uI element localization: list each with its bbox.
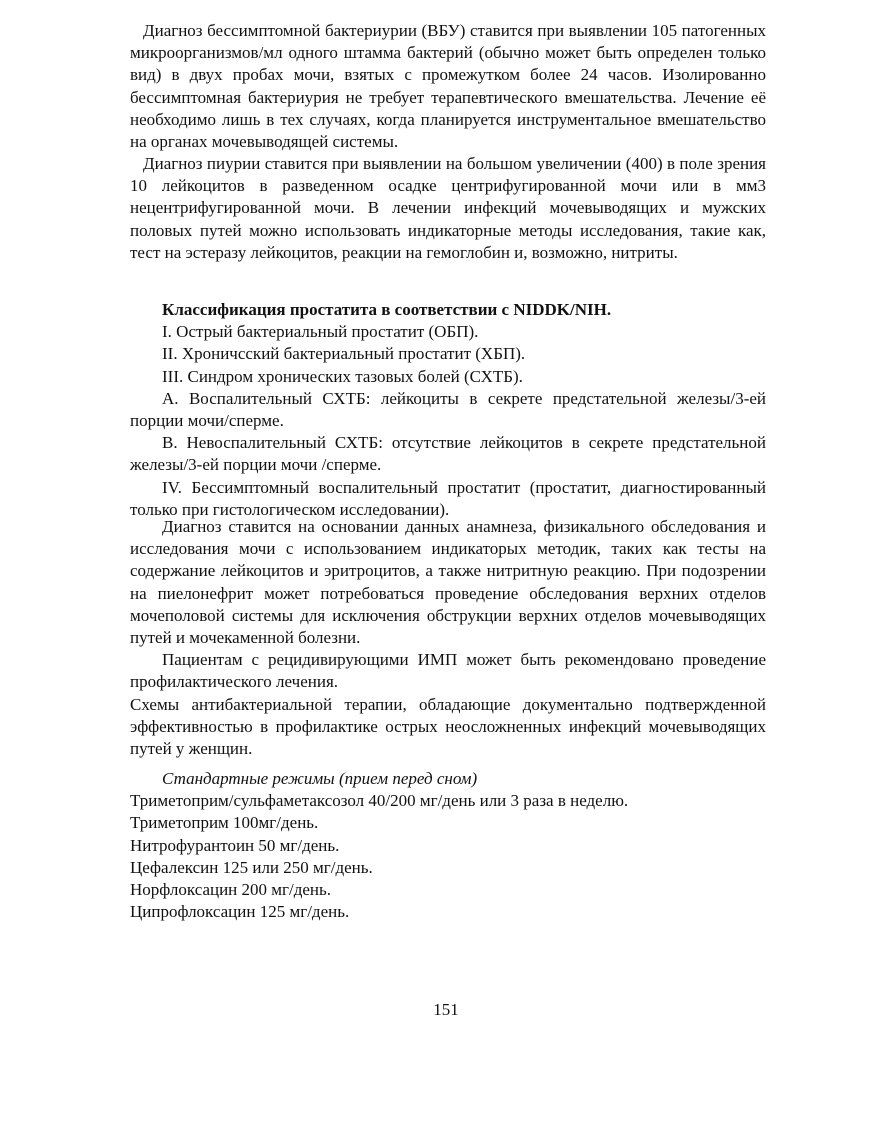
classification-item-3b: В. Невоспалительный СХТБ: отсутствие лейкоцитов в секрете предстательной железы/3-ей порции мочи /сперме. (130, 433, 766, 475)
regimen-item-4: Цефалексин 125 или 250 мг/день. (130, 857, 373, 877)
standard-regimens (130, 768, 766, 923)
regimen-item-5: Норфлоксацин 200 мг/день. (130, 880, 332, 900)
paragraph-text: Диагноз бессимптомной бактериурии (ВБУ) ставится при выявлении 105 патогенных микроорганизмов/мл одного штамма бактерий (обычно может быть определен только вид) в двух пробах мочи, взятых с промежутком более 24 часов. Изолированно бессимптомная бактериурия не требует терапевтического вмешательства. Лечение её необходимо лишь в тех случаях, когда планируется инструментальное вмешательство на органах мочевыводящей системы. (130, 21, 766, 152)
regimens-heading: Стандартные режимы (прием перед сном) (162, 769, 478, 788)
classification-item-4: IV. Бессимптомный воспалительный простатит (простатит, диагностированный только при гистологическом исследовании). (130, 477, 766, 519)
paragraph-prophylaxis: Пациентам с рецидивирующими ИМП может быть рекомендовано проведение профилактического лечения. (130, 650, 766, 692)
page-number: 151 (433, 1000, 459, 1019)
diagnosis-section (130, 516, 766, 760)
paragraph-schemes: Схемы антибактериальной терапии, обладающие документально подтвержденной эффективностью в профилактике острых неосложненных инфекций мочевыводящих путей у женщин. (130, 694, 766, 759)
classification-item-1: I. Острый бактериальный простатит (ОБП). (162, 322, 479, 342)
classification-item-3a: А. Воспалительный СХТБ: лейкоциты в секрете предстательной железы/3-ей порции мочи/сперме. (130, 388, 766, 431)
regimen-item-2: Триметоприм 100мг/день. (130, 813, 319, 833)
classification-item-2: II. Хроничсский бактериальный простатит (ХБП). (162, 344, 526, 364)
regimen-item-3: Нитрофурантоин 50 мг/день. (130, 835, 340, 855)
regimen-item-6: Ципрофлоксацин 125 мг/день. (130, 902, 350, 922)
paragraph-text: Диагноз пиурии ставится при выявлении на большом увеличении (400) в поле зрения 10 лейкоцитов в разведенном осадке центрифугированной мочи или в мм3 нецентрифугированной мочи. В лечении инфекций мочевыводящих и мужских половых путей можно использовать индикаторные методы исследования, такие как, тест на эстеразу лейкоцитов, реакции на гемоглобин и, возможно, нитриты. (130, 154, 766, 262)
paragraph-pyuria (130, 153, 766, 264)
prostatitis-classification (130, 299, 766, 521)
regimen-item-1: Триметоприм/сульфаметаксозол 40/200 мг/день или 3 раза в неделю. (130, 791, 629, 811)
classification-heading: Классификация простатита в соответствии с NIDDK/NIH. (162, 300, 612, 319)
classification-item-3: III. Синдром хронических тазовых болей (СХТБ). (162, 366, 523, 386)
paragraph-diagnosis: Диагноз ставится на основании данных анамнеза, физикального обследования и исследования мочи с использованием индикаторых методик, таких как тесты на содержание лейкоцитов и эритроцитов, а также нитритную реакцию. При подозрении на пиелонефрит может потребоваться проведение обследования верхних отделов мочеполовой системы для исключения обструкции верхних отделов мочевыводящих путей и мочекаменной болезни. (130, 517, 766, 648)
paragraph-asymptomatic-bacteriuria (130, 20, 766, 153)
